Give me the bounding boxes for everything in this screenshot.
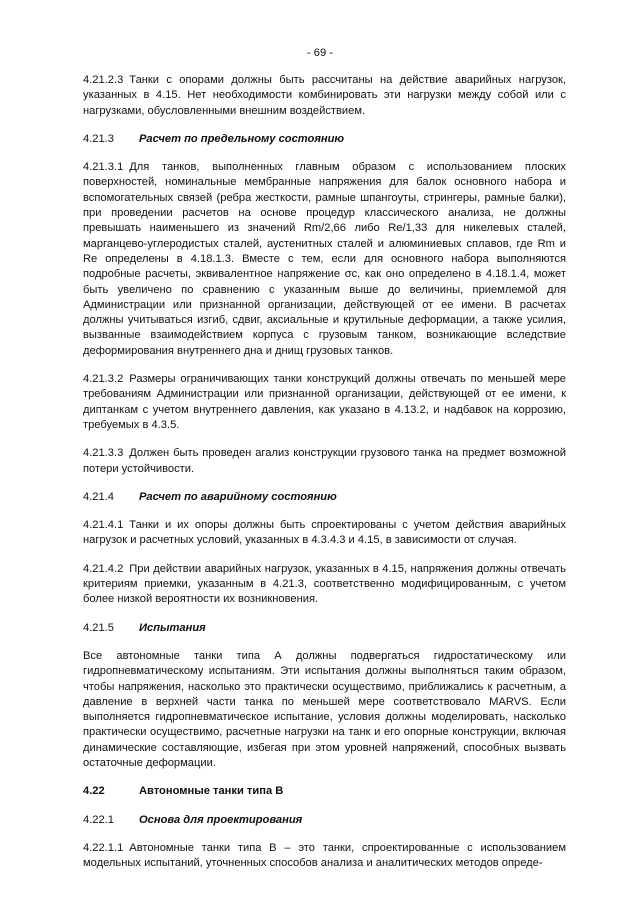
section-heading-4-22-1 — [83, 813, 566, 828]
section-number: 4.21.4 — [83, 490, 114, 503]
clause-number: 4.22.1.1 — [83, 841, 124, 854]
section-title: Испытания — [139, 621, 206, 634]
paragraph-testing — [83, 649, 566, 771]
section-heading-4-21-4 — [83, 490, 566, 505]
clause-number: 4.21.3.3 — [83, 447, 124, 460]
paragraph-text: Должен быть проведен агализ конструкции грузового танка на предмет возможной потери устойчивости. — [83, 447, 566, 475]
paragraph-text: При действии аварийных нагрузок, указанных в 4.15, напряжения должны отвечать критериям приемки, указанным в 4.21.3, соответственно модифицированным, с учетом более низкой вероятности их возникновения. — [83, 562, 566, 606]
clause-number: 4.21.2.3 — [83, 74, 124, 86]
paragraph-text: Автономные танки типа В – это танки, спроектированные с использованием модельных испытаний, уточненных способов анализа и аналитических методов опреде- — [83, 841, 566, 870]
paragraph-text: Все автономные танки типа А должны подвергаться гидростатическому или гидропневматическому испытаниям. Эти испытания должны выполняться таким образом, чтобы напряжения, насколько это практически осуществимо, приближались к расчетным, а давление в верхней части танка по меньшей мере соответствовало MARVS. Если выполняется гидропневматическое испытание, условия должны моделировать, насколько практически осуществимо, расчетные нагрузки на танк и его опорные конструкции, включая динамические составляющие, избегая при этом уровней напряжений, способных вызвать остаточные деформации. — [83, 649, 566, 769]
section-number: 4.21.3 — [83, 132, 114, 145]
clause-number: 4.21.3.2 — [83, 373, 124, 386]
section-number: 4.21.5 — [83, 621, 114, 634]
clause-number: 4.21.4.1 — [83, 519, 124, 532]
page-content — [83, 73, 566, 884]
section-number: 4.22 — [83, 785, 105, 798]
paragraph-text: Танки и их опоры должны быть спроектированы с учетом действия аварийных нагрузок и расчетных условий, указанных в 4.3.4.3 и 4.15, в зависимости от случая. — [83, 519, 566, 547]
paragraph-4-21-3-2 — [83, 372, 566, 433]
page-number: - 69 - — [306, 47, 333, 59]
section-title: Расчет по аварийному состоянию — [139, 490, 337, 503]
paragraph-4-21-4-2 — [83, 562, 566, 608]
section-heading-4-21-3 — [83, 132, 566, 147]
section-number: 4.22.1 — [83, 813, 114, 826]
paragraph-text: Танки с опорами должны быть рассчитаны на действие аварийных нагрузок, указанных в 4.15. Нет необходимости комбинировать эти нагрузки между собой или с нагрузками, обусловленными внешним воздействием. — [83, 74, 566, 117]
section-heading-4-21-5 — [83, 621, 566, 636]
paragraph-4-21-4-1 — [83, 518, 566, 549]
paragraph-4-21-3-3 — [83, 446, 566, 477]
section-heading-4-22 — [83, 784, 566, 799]
paragraph-text: Для танков, выполненных главным образом с использованием плоских поверхностей, номинальные мембранные напряжения для балок основного набора и вспомогательных связей (ребра жесткости, рамные шпангоуты, стрингеры, рамные балки), при проведении расчетов на основе процедур классического анализа, не должны превышать наименьшего из значений Rm/2,66 либо Re/1,33 для никелевых сталей, марганцево-углеродистых сталей, аустенитных сталей и алюминиевых сплавов, где Rm и Re определены в 4.18.1.3. Вместе с тем, если для основного набора выполняются подробные расчеты, эквивалентное напряжение σc, как оно определено в 4.18.1.4, может быть увеличено по сравнению с указанным выше до величины, приемлемой для Администрации или признанной организации, действующей от ее имени. В расчетах должны учитываться изгиб, сдвиг, аксиальные и крутильные деформации, а также усилия, вызванные взаимодействием корпуса с грузовым танком, возникающие вследствие деформирования внутреннего дна и днищ грузовых танков. — [83, 161, 566, 357]
clause-number: 4.21.3.1 — [83, 161, 124, 174]
paragraph-4-21-3-1 — [83, 160, 566, 359]
section-title: Расчет по предельному состоянию — [139, 132, 345, 145]
section-title: Автономные танки типа В — [139, 785, 284, 798]
paragraph-4-21-2-3 — [83, 73, 566, 119]
paragraph-text: Размеры ограничивающих танки конструкций должны отвечать по меньшей мере требованиям Администрации или признанной организации, действующей от ее имени, к диптанкам с учетом внутреннего давления, как указано в 4.13.2, и надбавок на коррозию, требуемых в 4.3.5. — [83, 373, 566, 431]
paragraph-4-22-1-1 — [83, 841, 566, 872]
clause-number: 4.21.4.2 — [83, 562, 124, 575]
section-title: Основа для проектирования — [139, 813, 303, 826]
